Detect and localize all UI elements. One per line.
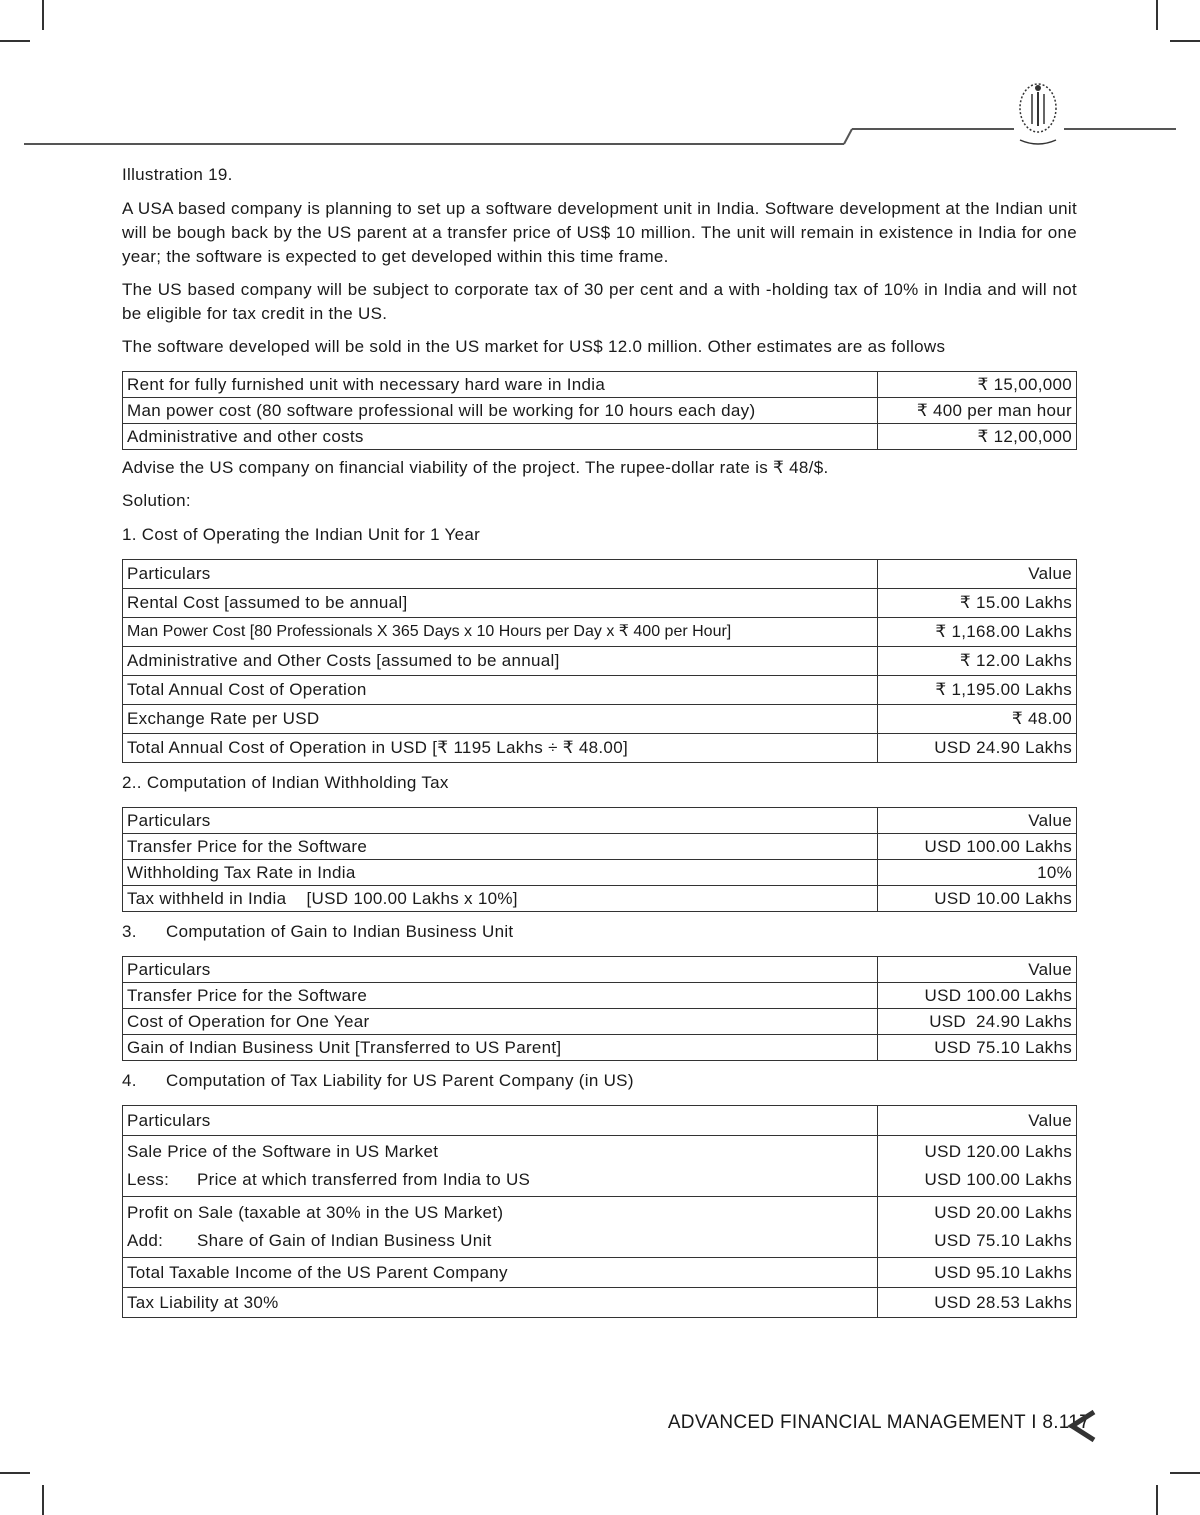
row-label: Total Taxable Income of the US Parent Company	[123, 1258, 878, 1288]
row-value	[878, 1197, 1077, 1258]
row-label: Cost of Operation for One Year	[123, 1009, 878, 1035]
section3-number: 3.	[122, 922, 137, 941]
less-line	[127, 1166, 873, 1194]
row-value: ₹ 15.00 Lakhs	[878, 589, 1077, 618]
row-label: Total Annual Cost of Operation in USD [₹ 1195 Lakhs ÷ ₹ 48.00]	[123, 734, 878, 763]
row-value: USD 10.00 Lakhs	[878, 886, 1077, 912]
row-value: ₹ 12,00,000	[878, 424, 1077, 450]
row-label: Transfer Price for the Software	[123, 983, 878, 1009]
withholding-tax-table	[122, 807, 1077, 912]
table-row	[123, 1035, 1077, 1061]
problem-paragraph: A USA based company is planning to set up a software development unit in India. Software development at the Indian unit will be bough back by the US parent at a transfer price of US$ 10 million. The unit will remain in existence in India for one year; the software is expected to get developed within this time frame.	[122, 199, 1077, 266]
table-row	[123, 398, 1077, 424]
crop-mark	[1170, 40, 1200, 42]
solution-label: Solution:	[122, 491, 191, 510]
problem-paragraph: The software developed will be sold in the US market for US$ 12.0 million. Other estimates are as follows	[122, 337, 946, 356]
row-value: ₹ 12.00 Lakhs	[878, 647, 1077, 676]
table-header-row	[123, 957, 1077, 983]
problem-paragraph: The US based company will be subject to corporate tax of 30 per cent and a with -holding tax of 10% in India and will not be eligible for tax credit in the US.	[122, 280, 1077, 323]
page-footer: ADVANCED FINANCIAL MANAGEMENT I 8.117	[667, 1412, 1090, 1433]
row-value: ₹ 48.00	[878, 705, 1077, 734]
table-row	[123, 647, 1077, 676]
header-value: Value	[878, 1106, 1077, 1136]
table-row	[123, 618, 1077, 647]
advise-text: Advise the US company on financial viability of the project. The rupee-dollar rate is ₹ 48/$.	[122, 458, 829, 477]
add-label: Share of Gain of Indian Business Unit	[197, 1231, 492, 1250]
table-row	[123, 1136, 1077, 1197]
crop-mark	[0, 40, 30, 42]
header-particulars: Particulars	[123, 957, 878, 983]
chevron-left-icon	[1066, 1408, 1098, 1444]
table-row	[123, 1009, 1077, 1035]
institute-emblem-icon	[1010, 78, 1066, 154]
row-value	[878, 1136, 1077, 1197]
row-value: USD 100.00 Lakhs	[878, 834, 1077, 860]
operating-cost-table	[122, 559, 1077, 763]
row-label: Total Annual Cost of Operation	[123, 676, 878, 705]
estimates-table	[122, 371, 1077, 450]
row-label: Tax Liability at 30%	[123, 1288, 878, 1318]
table-row	[123, 676, 1077, 705]
illustration-title: Illustration 19.	[122, 165, 233, 184]
row-label	[123, 1136, 878, 1197]
row-value: ₹ 400 per man hour	[878, 398, 1077, 424]
table-row	[123, 886, 1077, 912]
row-label	[123, 1197, 878, 1258]
sale-price-label: Sale Price of the Software in US Market	[127, 1142, 439, 1161]
row-label: Man Power Cost [80 Professionals X 365 Days x 10 Hours per Day x ₹ 400 per Hour]	[123, 618, 878, 647]
crop-mark	[1156, 0, 1158, 30]
header-rule	[24, 120, 1176, 160]
table-header-row	[123, 560, 1077, 589]
table-row	[123, 983, 1077, 1009]
header-particulars: Particulars	[123, 1106, 878, 1136]
row-label: Withholding Tax Rate in India	[123, 860, 878, 886]
section3-title: Computation of Gain to Indian Business Unit	[166, 922, 514, 941]
row-label: Administrative and other costs	[123, 424, 878, 450]
indian-gain-table	[122, 956, 1077, 1061]
table-row	[123, 1258, 1077, 1288]
less-label: Price at which transferred from India to US	[197, 1170, 531, 1189]
header-particulars: Particulars	[123, 808, 878, 834]
header-particulars: Particulars	[123, 560, 878, 589]
row-value: USD 95.10 Lakhs	[878, 1258, 1077, 1288]
row-label: Exchange Rate per USD	[123, 705, 878, 734]
section4-heading	[122, 1069, 1077, 1093]
table-row	[123, 734, 1077, 763]
section4-title: Computation of Tax Liability for US Parent Company (in US)	[166, 1071, 634, 1090]
header-value: Value	[878, 808, 1077, 834]
row-label: Administrative and Other Costs [assumed to be annual]	[123, 647, 878, 676]
section4-number: 4.	[122, 1071, 137, 1090]
crop-mark	[1170, 1472, 1200, 1474]
table-row	[123, 705, 1077, 734]
row-value: USD 24.90 Lakhs	[878, 1009, 1077, 1035]
table-row	[123, 834, 1077, 860]
table-header-row	[123, 808, 1077, 834]
us-tax-liability-table	[122, 1105, 1077, 1318]
crop-mark	[1156, 1485, 1158, 1515]
section3-heading	[122, 920, 1077, 944]
crop-mark	[42, 1485, 44, 1515]
row-value: ₹ 1,168.00 Lakhs	[878, 618, 1077, 647]
profit-value: USD 20.00 Lakhs	[934, 1203, 1072, 1222]
section1-title: 1. Cost of Operating the Indian Unit for 1 Year	[122, 525, 481, 544]
section2-title: 2.. Computation of Indian Withholding Tax	[122, 773, 449, 792]
page-content	[122, 163, 1077, 1318]
profit-label: Profit on Sale (taxable at 30% in the US Market)	[127, 1203, 504, 1222]
table-row	[123, 1197, 1077, 1258]
sale-price-value: USD 120.00 Lakhs	[924, 1142, 1072, 1161]
header-value: Value	[878, 957, 1077, 983]
less-prefix: Less:	[127, 1170, 170, 1189]
row-value: ₹ 15,00,000	[878, 372, 1077, 398]
row-value: 10%	[878, 860, 1077, 886]
row-label: Gain of Indian Business Unit [Transferred to US Parent]	[123, 1035, 878, 1061]
less-value: USD 100.00 Lakhs	[924, 1170, 1072, 1189]
row-value: USD 28.53 Lakhs	[878, 1288, 1077, 1318]
row-value: USD 100.00 Lakhs	[878, 983, 1077, 1009]
table-row	[123, 589, 1077, 618]
crop-mark	[0, 1472, 30, 1474]
table-row	[123, 372, 1077, 398]
table-row	[123, 860, 1077, 886]
table-row	[123, 1288, 1077, 1318]
add-line	[127, 1227, 873, 1255]
row-value: USD 24.90 Lakhs	[878, 734, 1077, 763]
add-prefix: Add:	[127, 1231, 164, 1250]
row-value: ₹ 1,195.00 Lakhs	[878, 676, 1077, 705]
row-label: Rental Cost [assumed to be annual]	[123, 589, 878, 618]
header-value: Value	[878, 560, 1077, 589]
row-label: Man power cost (80 software professional will be working for 10 hours each day)	[123, 398, 878, 424]
row-label: Rent for fully furnished unit with necessary hard ware in India	[123, 372, 878, 398]
row-value: USD 75.10 Lakhs	[878, 1035, 1077, 1061]
row-label: Transfer Price for the Software	[123, 834, 878, 860]
table-row	[123, 424, 1077, 450]
add-value: USD 75.10 Lakhs	[934, 1231, 1072, 1250]
table-header-row	[123, 1106, 1077, 1136]
crop-mark	[42, 0, 44, 30]
row-label: Tax withheld in India [USD 100.00 Lakhs x 10%]	[123, 886, 878, 912]
